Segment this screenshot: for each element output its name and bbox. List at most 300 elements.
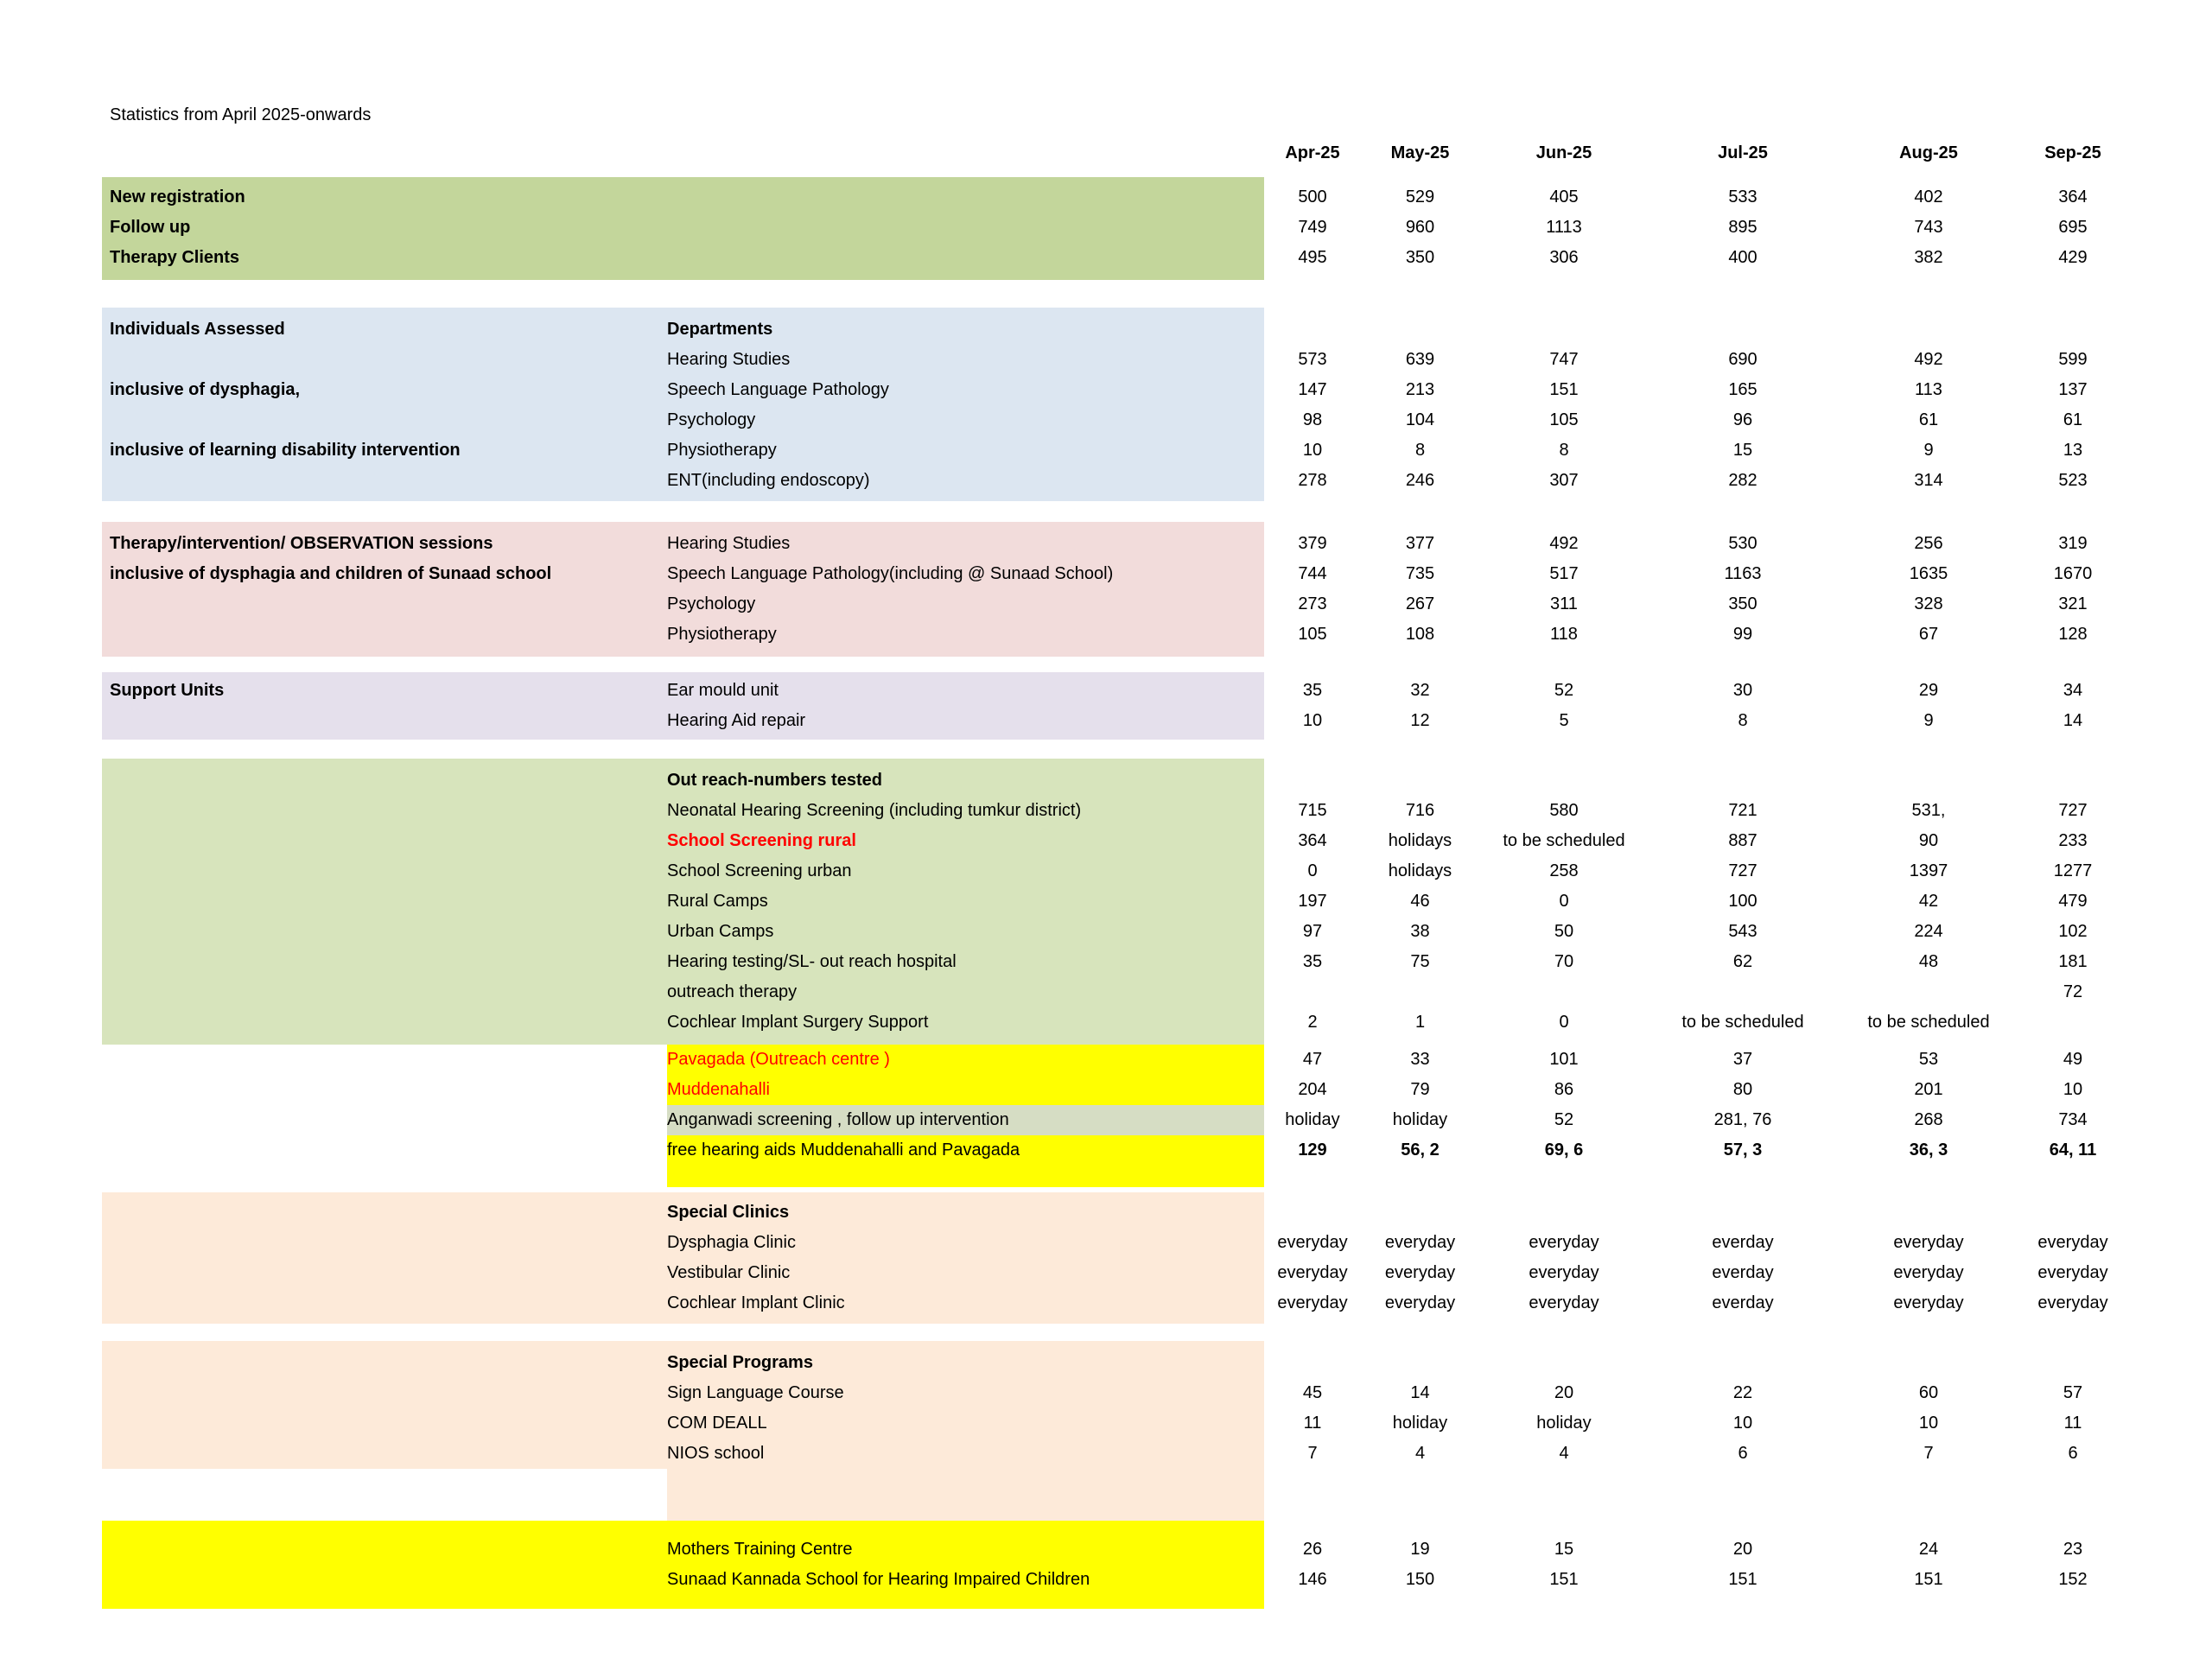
cell-value: 747 — [1549, 350, 1579, 369]
table-row — [102, 1439, 2212, 1469]
cell-value: 0 — [1559, 1013, 1569, 1032]
cell-value: 716 — [1405, 801, 1435, 820]
cell-label1 — [102, 1439, 667, 1469]
cell-value — [1649, 1166, 1837, 1187]
cell-value: 350 — [1405, 248, 1435, 267]
cell-label1 — [102, 1007, 667, 1038]
cell-value: everyday — [1384, 1293, 1456, 1312]
cell-value: 57, 3 — [1723, 1140, 1763, 1160]
section-padding — [102, 496, 2212, 501]
cell-value: 727 — [1728, 861, 1758, 880]
cell-value: everyday — [1893, 1293, 1964, 1312]
cell-label1: Therapy Clients — [110, 248, 240, 267]
cell-value: 104 — [1405, 410, 1435, 429]
cell-label2: Hearing testing/SL- out reach hospital — [667, 952, 957, 971]
cell-value: 181 — [2058, 952, 2088, 971]
cell-value — [2020, 1469, 2126, 1521]
cell-value: 32 — [1410, 681, 1430, 700]
cell-value: 5 — [1559, 711, 1569, 730]
table-row — [102, 676, 2212, 706]
cell-label1 — [102, 1228, 667, 1258]
cell-value: 735 — [1405, 564, 1435, 583]
cell-value: 743 — [1914, 218, 1943, 237]
table-row — [102, 1228, 2212, 1258]
cell-value: 429 — [2058, 248, 2088, 267]
cell-value: 36, 3 — [1909, 1140, 1948, 1160]
cell-value: 118 — [1550, 625, 1578, 644]
cell-label2: Pavagada (Outreach centre ) — [667, 1045, 1264, 1075]
table-row — [102, 559, 2212, 589]
cell-value — [1837, 766, 2020, 796]
cell-value — [1361, 1198, 1479, 1228]
cell-value: 38 — [1410, 922, 1430, 941]
cell-value: 364 — [2058, 187, 2088, 206]
cell-value: 1 — [1414, 1013, 1426, 1032]
cell-value: 531, — [1911, 801, 1946, 820]
cell-value: 543 — [1728, 922, 1758, 941]
cell-value: 61 — [1918, 410, 1939, 429]
cell-value: 204 — [1298, 1080, 1327, 1099]
cell-value: 281, 76 — [1713, 1110, 1772, 1129]
cell-value: 895 — [1728, 218, 1758, 237]
cell-value: 379 — [1298, 534, 1327, 553]
table-row — [102, 589, 2212, 619]
table-row — [102, 345, 2212, 375]
cell-label1 — [102, 1408, 667, 1439]
section-padding — [102, 1318, 2212, 1324]
cell-value — [1264, 1166, 1361, 1187]
cell-value: 15 — [1554, 1540, 1574, 1559]
table-row — [102, 856, 2212, 886]
cell-label1: New registration — [110, 187, 245, 206]
cell-value: everday — [1712, 1263, 1774, 1282]
cell-value: 146 — [1298, 1570, 1327, 1589]
table-sections — [102, 177, 2212, 1609]
cell-value: 61 — [2063, 410, 2083, 429]
section-special-clinics — [102, 1192, 2212, 1324]
cell-label1: Follow up — [110, 218, 191, 237]
section-registration — [102, 177, 2212, 280]
cell-label1 — [102, 466, 667, 496]
header-gap — [102, 126, 2212, 138]
cell-value: 580 — [1549, 801, 1579, 820]
cell-value — [1837, 1198, 2020, 1228]
cell-label2: School Screening rural — [667, 831, 856, 850]
cell-value: 314 — [1914, 471, 1943, 490]
cell-value: 108 — [1405, 625, 1435, 644]
table-row — [102, 315, 2212, 345]
cell-value: 495 — [1298, 248, 1327, 267]
cell-value: 49 — [2063, 1050, 2083, 1069]
cell-value: 8 — [1414, 441, 1426, 460]
cell-value: everyday — [1893, 1263, 1964, 1282]
section-individuals-assessed — [102, 308, 2212, 501]
cell-label1 — [102, 796, 667, 826]
cell-label2: Sign Language Course — [667, 1383, 844, 1402]
cell-value: everyday — [1277, 1293, 1348, 1312]
cell-label2 — [667, 213, 1264, 243]
table-row — [102, 1007, 2212, 1038]
cell-value: everyday — [1529, 1233, 1599, 1252]
cell-value: 246 — [1405, 471, 1435, 490]
cell-value: 377 — [1405, 534, 1435, 553]
cell-value: 72 — [2063, 982, 2083, 1001]
cell-value: 517 — [1549, 564, 1579, 583]
cell-label1: inclusive of dysphagia and children of Sunaad school — [110, 564, 552, 583]
cell-value: 147 — [1298, 380, 1327, 399]
cell-value: 533 — [1728, 187, 1758, 206]
cell-label1: inclusive of learning disability intervention — [110, 441, 461, 460]
cell-label1 — [102, 826, 667, 856]
cell-value: 46 — [1410, 892, 1430, 911]
cell-value: everyday — [1384, 1263, 1456, 1282]
cell-label2: Urban Camps — [667, 922, 774, 941]
cell-value: 311 — [1550, 594, 1578, 613]
cell-value: 35 — [1302, 952, 1323, 971]
cell-value: everyday — [1277, 1233, 1348, 1252]
cell-value: 256 — [1914, 534, 1943, 553]
cell-value — [1649, 1348, 1837, 1378]
cell-value: holiday — [1392, 1414, 1448, 1433]
cell-value: 10 — [1732, 1414, 1753, 1433]
cell-value: 307 — [1549, 471, 1579, 490]
cell-label1 — [102, 947, 667, 977]
cell-value: to be scheduled — [1867, 1013, 1990, 1032]
table-row — [102, 977, 2212, 1007]
cell-label2: Special Clinics — [667, 1203, 790, 1222]
cell-label1 — [102, 917, 667, 947]
month-header-spacer — [102, 138, 1264, 168]
cell-label2: outreach therapy — [667, 982, 798, 1001]
cell-value — [1479, 1348, 1649, 1378]
cell-label2: School Screening urban — [667, 861, 852, 880]
cell-value: 98 — [1302, 410, 1323, 429]
table-row — [102, 1105, 2212, 1135]
cell-label1 — [102, 1135, 667, 1166]
cell-value — [1361, 766, 1479, 796]
cell-label2: Anganwadi screening , follow up intervention — [667, 1105, 1264, 1135]
cell-value — [1264, 1198, 1361, 1228]
cell-value: 52 — [1554, 681, 1574, 700]
month-header-row — [102, 138, 2212, 168]
table-row — [102, 375, 2212, 405]
cell-value: 749 — [1298, 218, 1327, 237]
table-row — [102, 1198, 2212, 1228]
section-support-units — [102, 672, 2212, 740]
cell-value — [1649, 1469, 1837, 1521]
cell-label1 — [102, 977, 667, 1007]
cell-label1 — [102, 1565, 667, 1595]
cell-label2: Departments — [667, 320, 773, 339]
cell-value: 56, 2 — [1401, 1140, 1440, 1160]
cell-value: 33 — [1410, 1050, 1430, 1069]
cell-value: 523 — [2058, 471, 2088, 490]
cell-value: 715 — [1298, 801, 1327, 820]
cell-label1 — [102, 1288, 667, 1318]
cell-label2 — [667, 243, 1264, 273]
cell-label1 — [102, 1166, 667, 1187]
cell-value: 364 — [1298, 831, 1327, 850]
cell-value: 1163 — [1724, 564, 1762, 583]
cell-value: 224 — [1914, 922, 1943, 941]
cell-value: 57 — [2063, 1383, 2083, 1402]
cell-value: 4 — [1559, 1444, 1569, 1463]
cell-value: 13 — [2063, 441, 2083, 460]
section-therapy-sessions — [102, 522, 2212, 657]
cell-label2: Hearing Studies — [667, 534, 791, 553]
cell-value — [1837, 1469, 2020, 1521]
cell-value: 62 — [1732, 952, 1753, 971]
cell-value: 695 — [2058, 218, 2088, 237]
cell-value — [2020, 1007, 2126, 1038]
cell-value — [1361, 1469, 1479, 1521]
cell-value: 69, 6 — [1544, 1140, 1584, 1160]
cell-value: 1113 — [1546, 218, 1582, 237]
cell-value: 64, 11 — [2049, 1140, 2097, 1160]
cell-label2: Muddenahalli — [667, 1075, 1264, 1105]
cell-value: 45 — [1302, 1383, 1323, 1402]
cell-value: 0 — [1559, 892, 1569, 911]
cell-value: 2 — [1307, 1013, 1318, 1032]
cell-value: 7 — [1307, 1444, 1318, 1463]
cell-value: 721 — [1728, 801, 1758, 820]
cell-value: 1277 — [2053, 861, 2093, 880]
cell-value: 86 — [1554, 1080, 1574, 1099]
table-row — [102, 182, 2212, 213]
cell-value — [1264, 315, 1361, 345]
cell-label2: Special Programs — [667, 1353, 813, 1372]
cell-value: 8 — [1738, 711, 1748, 730]
cell-value: 639 — [1405, 350, 1435, 369]
cell-value: 128 — [2058, 625, 2088, 644]
cell-value: 529 — [1405, 187, 1435, 206]
cell-label1 — [102, 1198, 667, 1228]
cell-value — [1361, 1348, 1479, 1378]
cell-label2: Ear mould unit — [667, 681, 779, 700]
cell-value: 151 — [1549, 1570, 1579, 1589]
cell-value: 213 — [1405, 380, 1435, 399]
cell-value: 306 — [1549, 248, 1579, 267]
cell-value — [1361, 977, 1479, 1007]
cell-label1 — [102, 706, 667, 736]
section-padding — [102, 1595, 2212, 1609]
table-row — [102, 947, 2212, 977]
cell-value: 201 — [1914, 1080, 1943, 1099]
section-padding — [102, 1038, 2212, 1045]
table-row — [102, 706, 2212, 736]
cell-value: 573 — [1298, 350, 1327, 369]
cell-value — [2020, 315, 2126, 345]
cell-value: 80 — [1732, 1080, 1753, 1099]
cell-value — [1361, 1166, 1479, 1187]
table-row — [102, 766, 2212, 796]
cell-value: 47 — [1302, 1050, 1323, 1069]
cell-value: 350 — [1728, 594, 1758, 613]
cell-label1: Individuals Assessed — [110, 320, 285, 339]
cell-value: 151 — [1728, 1570, 1758, 1589]
table-row — [102, 1378, 2212, 1408]
cell-value: holidays — [1388, 831, 1452, 850]
table-row — [102, 917, 2212, 947]
cell-label1 — [102, 1348, 667, 1378]
table-row — [102, 1258, 2212, 1288]
cell-value — [1649, 977, 1837, 1007]
cell-label1 — [102, 1105, 667, 1135]
cell-label1 — [102, 856, 667, 886]
filler-row — [102, 1469, 2212, 1521]
table-row — [102, 213, 2212, 243]
cell-value: 258 — [1549, 861, 1579, 880]
cell-value: 405 — [1549, 187, 1579, 206]
table-row — [102, 619, 2212, 650]
cell-value: 282 — [1728, 471, 1758, 490]
cell-value: 690 — [1728, 350, 1758, 369]
cell-label1 — [102, 1469, 667, 1521]
cell-value — [1649, 1198, 1837, 1228]
cell-value: 15 — [1732, 441, 1753, 460]
cell-value: 150 — [1405, 1570, 1435, 1589]
cell-label2: Physiotherapy — [667, 625, 777, 644]
cell-value: 400 — [1728, 248, 1758, 267]
cell-value: everyday — [1529, 1263, 1599, 1282]
section-special-programs — [102, 1341, 2212, 1521]
cell-value: 492 — [1914, 350, 1943, 369]
table-row — [102, 529, 2212, 559]
cell-value: 197 — [1298, 892, 1327, 911]
cell-value: 137 — [2058, 380, 2088, 399]
section-schools — [102, 1521, 2212, 1609]
cell-value: 734 — [2058, 1110, 2088, 1129]
cell-value — [1264, 1348, 1361, 1378]
cell-value: 26 — [1302, 1540, 1323, 1559]
cell-value — [1479, 315, 1649, 345]
cell-value: 113 — [1915, 380, 1942, 399]
section-padding — [102, 650, 2212, 657]
cell-value: holiday — [1285, 1110, 1340, 1129]
cell-value: 20 — [1732, 1540, 1753, 1559]
cell-value: 319 — [2058, 534, 2088, 553]
cell-label2: Mothers Training Centre — [667, 1540, 853, 1559]
cell-value: 99 — [1732, 625, 1753, 644]
cell-value: 52 — [1554, 1110, 1574, 1129]
section-outreach — [102, 759, 2212, 1045]
table-row — [102, 243, 2212, 273]
cell-value: 4 — [1414, 1444, 1426, 1463]
cell-value: 19 — [1410, 1540, 1430, 1559]
month-header: Jul-25 — [1718, 143, 1768, 162]
cell-value: 9 — [1923, 441, 1934, 460]
cell-label2 — [667, 1469, 1264, 1521]
cell-value — [1837, 977, 2020, 1007]
cell-value: everday — [1712, 1293, 1774, 1312]
cell-label1: inclusive of dysphagia, — [110, 380, 301, 399]
cell-value: 7 — [1923, 1444, 1934, 1463]
cell-value — [1264, 1469, 1361, 1521]
cell-value: everyday — [1893, 1233, 1964, 1252]
section-padding — [102, 273, 2212, 280]
cell-label1 — [102, 619, 667, 650]
cell-value: 10 — [1918, 1414, 1939, 1433]
cell-value: 67 — [1918, 625, 1939, 644]
cell-label1: Support Units — [110, 681, 225, 700]
cell-value: 1397 — [1909, 861, 1948, 880]
cell-value — [1479, 1198, 1649, 1228]
cell-value — [1837, 1348, 2020, 1378]
cell-label1 — [102, 766, 667, 796]
cell-value: 1670 — [2053, 564, 2093, 583]
cell-value: to be scheduled — [1503, 831, 1625, 850]
cell-value: 960 — [1405, 218, 1435, 237]
cell-value: 129 — [1298, 1140, 1327, 1160]
month-header: Jun-25 — [1535, 143, 1592, 162]
table-row — [102, 1135, 2212, 1166]
cell-value: everyday — [1529, 1293, 1599, 1312]
cell-value: everyday — [1384, 1233, 1456, 1252]
cell-value: 744 — [1298, 564, 1327, 583]
cell-value — [1837, 315, 2020, 345]
cell-label1 — [102, 1045, 667, 1075]
table-row — [102, 435, 2212, 466]
cell-value — [1479, 977, 1649, 1007]
page-title: Statistics from April 2025-onwards — [110, 105, 372, 124]
section-padding — [102, 759, 2212, 766]
cell-value: 20 — [1554, 1383, 1574, 1402]
cell-value — [2020, 766, 2126, 796]
cell-value: 151 — [1914, 1570, 1943, 1589]
cell-label2: ENT(including endoscopy) — [667, 471, 870, 490]
filler-row — [102, 1166, 2212, 1187]
cell-value: holiday — [1392, 1110, 1448, 1129]
cell-value: 97 — [1302, 922, 1323, 941]
cell-value: 727 — [2058, 801, 2088, 820]
cell-value — [2020, 1348, 2126, 1378]
cell-value: 14 — [1410, 1383, 1430, 1402]
cell-label2: Speech Language Pathology — [667, 380, 889, 399]
cell-label1 — [102, 1258, 667, 1288]
cell-label2: Sunaad Kannada School for Hearing Impaired Children — [667, 1570, 1090, 1589]
table-row — [102, 886, 2212, 917]
cell-value: 233 — [2058, 831, 2088, 850]
cell-value: 100 — [1728, 892, 1758, 911]
month-header: Apr-25 — [1285, 143, 1340, 162]
cell-value: 152 — [2058, 1570, 2088, 1589]
cell-label2: NIOS school — [667, 1444, 765, 1463]
section-padding — [102, 1521, 2212, 1534]
cell-label2: Speech Language Pathology(including @ Sunaad School) — [667, 564, 1114, 583]
cell-label1 — [102, 345, 667, 375]
cell-value: 105 — [1549, 410, 1579, 429]
cell-value: 12 — [1410, 711, 1430, 730]
cell-value: 151 — [1549, 380, 1579, 399]
cell-value: 60 — [1918, 1383, 1939, 1402]
table-row — [102, 1045, 2212, 1075]
cell-value: 273 — [1298, 594, 1327, 613]
cell-value: 530 — [1728, 534, 1758, 553]
cell-value — [1649, 766, 1837, 796]
cell-value: 105 — [1298, 625, 1327, 644]
cell-value: 42 — [1918, 892, 1939, 911]
cell-value: everyday — [2037, 1293, 2108, 1312]
cell-value: 35 — [1302, 681, 1323, 700]
cell-value: 11 — [2063, 1414, 2082, 1433]
table-row — [102, 796, 2212, 826]
table-row — [102, 1534, 2212, 1565]
cell-value: 10 — [2063, 1080, 2083, 1099]
table-row — [102, 1408, 2212, 1439]
cell-value: 492 — [1549, 534, 1579, 553]
cell-label2: Neonatal Hearing Screening (including tumkur district) — [667, 801, 1082, 820]
cell-value: 37 — [1732, 1050, 1753, 1069]
